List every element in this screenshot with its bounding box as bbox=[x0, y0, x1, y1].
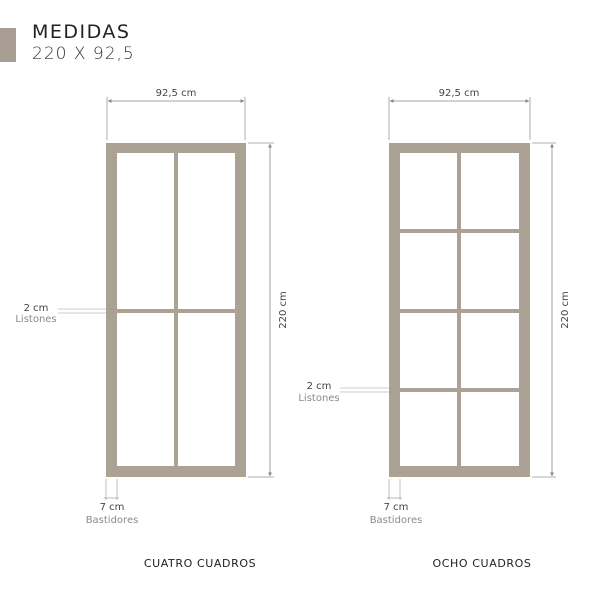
page-subtitle: 220 X 92,5 bbox=[32, 44, 135, 64]
stile-label: 7 cm bbox=[99, 502, 125, 513]
stile-sublabel: Bastidores bbox=[369, 515, 423, 526]
width-label: 92,5 cm bbox=[438, 88, 480, 99]
door-frame bbox=[389, 143, 530, 477]
stile-label: 7 cm bbox=[383, 502, 409, 513]
door-caption: OCHO CUADROS bbox=[432, 557, 532, 570]
door-eight-panes bbox=[298, 88, 571, 570]
height-label: 220 cm bbox=[560, 291, 571, 329]
width-label: 92,5 cm bbox=[155, 88, 197, 99]
height-label: 220 cm bbox=[278, 291, 289, 329]
muntin-sublabel: Listones bbox=[298, 393, 340, 404]
door-frame bbox=[106, 143, 246, 477]
door-four-panes bbox=[15, 88, 289, 570]
door-caption: CUATRO CUADROS bbox=[143, 557, 257, 570]
stile-sublabel: Bastidores bbox=[85, 515, 139, 526]
muntin-sublabel: Listones bbox=[15, 314, 57, 325]
page-title: MEDIDAS bbox=[32, 21, 131, 43]
muntin-label: 2 cm bbox=[23, 303, 49, 314]
muntin-label: 2 cm bbox=[306, 381, 332, 392]
